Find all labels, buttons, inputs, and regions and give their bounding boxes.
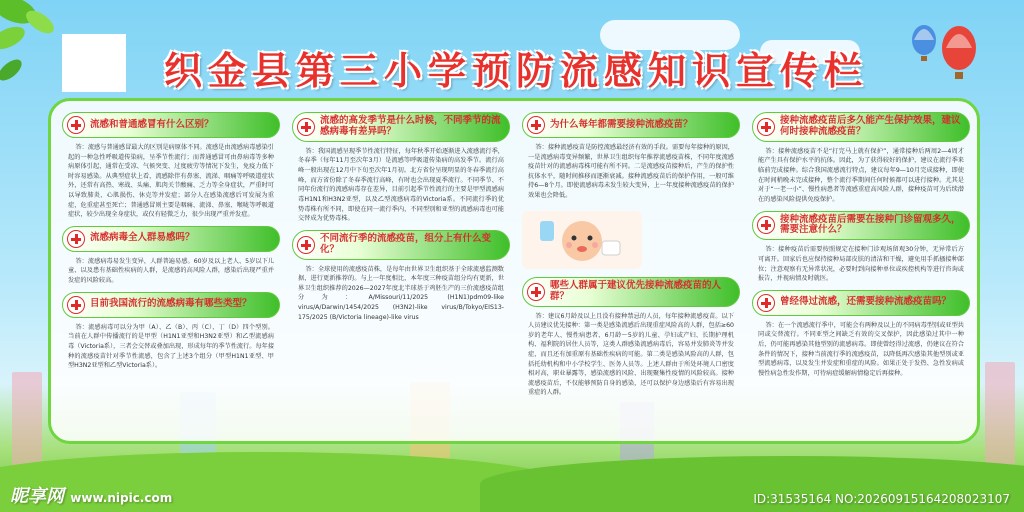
heading-text: 曾经得过流感，还需要接种流感疫苗吗？	[780, 296, 952, 308]
red-cross-icon	[67, 230, 85, 248]
column-3	[522, 112, 740, 442]
qa-section	[522, 112, 740, 201]
watermark-id: ID:31535164 NO:20260915164208023107	[753, 492, 1010, 506]
column-2	[292, 112, 510, 442]
heading-text: 哪些人群属于建议优先接种流感疫苗的人群？	[550, 279, 722, 302]
answer-text: 答：建议6月龄及以上且没有接种禁忌的人员，每年接种流感疫苗。以下人员建议优先接种：第一类是感染流感后出现重症风险高的人群，包括≥60岁的老年人、慢性病患者、6月龄～5岁的儿童、孕妇或产妇、长期护理机构、福利院的居住人员等，这类人群感染流感病毒后，容易并发肺炎等并发症，而且还有加重原有基础性疾病的可能。第二类是感染风险高的人群，包括托幼机构和中小学校学生、医务人员等。上述人群由于所处环境人口密度相对高，职业暴露等，感染流感的风险、出现聚集性疫情的风险较高。接种流感疫苗后，不仅能够预防自身的感染，还可以保护身边感染后有容易出现重症的人群。	[528, 312, 734, 397]
heading-text: 接种流感疫苗后需要在接种门诊留观多久，需要注意什么？	[780, 213, 961, 236]
section-heading	[62, 292, 280, 318]
heading-text: 流感的高发季节是什么时候，不同季节的流感病毒有差异吗？	[320, 115, 501, 137]
qa-section	[62, 226, 280, 286]
section-heading	[292, 112, 510, 142]
qa-section	[752, 112, 970, 205]
qa-section	[522, 277, 740, 398]
qa-section	[62, 292, 280, 371]
red-cross-icon	[67, 116, 85, 134]
answer-text: 答：接种流感疫苗是防控流感最经济有效的手段。需要每年接种的原因，一是流感病毒变异频繁，世界卫生组织每年推荐流感疫苗株，不同年度流感疫苗针对的流感病毒株可能有所不同。二是流感疫苗接种后，产生的保护性抗体水平，随时间推移而逐渐衰减。接种流感疫苗后的保护作用，一般可维持6—8个月。即使流感病毒未发生较大变异，上一年度接种流感疫苗的保护效果也会降低。	[528, 144, 734, 200]
answer-text: 答：流感病毒易发生变异，人群普遍易感。60岁及以上老人、5岁以下儿童、以及患有基础性疾病的人群，是流感的高风险人群，感染后出现严重并发症的风险较高。	[68, 257, 274, 285]
leaves-decoration	[0, 0, 80, 95]
section-heading	[752, 211, 970, 241]
hot-air-balloon-icon	[904, 20, 984, 90]
sick-baby-illustration	[522, 211, 642, 269]
section-heading	[62, 112, 280, 138]
section-heading	[62, 226, 280, 252]
column-1	[62, 112, 280, 442]
red-cross-icon	[757, 118, 775, 136]
red-cross-icon	[297, 236, 315, 254]
qa-section	[752, 211, 970, 284]
section-heading	[522, 277, 740, 307]
red-cross-icon	[527, 116, 545, 134]
red-cross-icon	[757, 216, 775, 234]
red-cross-icon	[527, 283, 545, 301]
answer-text: 答：接种流感疫苗不是“打完马上就有保护”，通常接种后两周2—4周才能产生具有保护水平的抗体。因此，为了获得较好的保护，建议在流行季来临前完成接种。综合我国流感流行特点，建议每年9—10月完成接种，即使在时间稍晚未完成接种，整个流行季期间任何时候都可以进行接种。尤其是对于“一老一小”、慢性病患者等流感重症高风险人群，接种疫苗可为后续潜在的感染风险提供免疫保护。	[758, 147, 964, 203]
qa-section	[292, 230, 510, 323]
red-cross-icon	[297, 118, 315, 136]
answer-text: 答：流感病毒可以分为甲（A）、乙（B）、丙（C）、丁（D）四个型别。当前在人群中传播流行的是甲型（H1N1亚型和H3N2亚型）和乙型流感病毒（Victoria系），三者会交替或叠加出现，形成每年的季节性流行。每年接种的流感疫苗针对季节性流感，包含了上述3个组分（甲型H1N1亚型、甲型H3N2亚型和乙型Victoria系）。	[68, 323, 275, 370]
heading-text: 不同流行季的流感疫苗，组分上有什么变化？	[320, 232, 492, 255]
heading-text: 流感病毒全人群易感吗？	[90, 232, 195, 244]
qa-section	[752, 290, 970, 379]
answer-text: 答：我国流感呈现季节性流行特征，每年秋季开始逐渐进入流感流行季，冬春季（每年11月至次年3月）是流感等呼吸道传染病的高发季节。流行高峰一般出现在12月中下旬至次年1月初。北方省份呈现明显的冬春季流行高峰，而方省份除了冬春季流行高峰，有时也会出现夏季流行。不同季节、不同年份流行的流感病毒存在差异，目前引起季节性流行的主要是甲型流感病毒H1N1和H3N2亚型，以及乙型流感病毒的Victoria系。不同流行季的优势毒株有所不同，即使在同一流行季内，不同型别和亚型的流感病毒也可能交替成为优势毒株。	[298, 147, 504, 223]
qa-section	[292, 112, 510, 224]
section-heading	[752, 290, 970, 316]
answer-text: 答：全球使用的流感疫苗株，是每年由世界卫生组织基于全球流感监测数据，进行更新推荐的。与上一年度相比，本年度三种疫苗组分均有更新，世界卫生组织推荐的2026—2027年度北半球基于鸡胚生产的三价流感疫苗组分为：A/Missouri/11/2025 (H1N1)pdm09-like virus/A/Darwin/1454/2025 (H3N2)-like virus/B/Tokyo/EIS13-175/2025 (B/Victoria lineage)-like virus	[298, 265, 504, 321]
heading-text: 接种流感疫苗后多久能产生保护效果，建议何时接种流感疫苗？	[780, 115, 961, 137]
answer-text: 答：流感与普通感冒最大的区别是病原体不同。流感是由流感病毒感染引起的一种急性呼吸道传染病，呈季节性流行；而普通感冒可由鼻病毒等多种病原体引起，通常在受凉、气候突变、过度疲劳等情况下发生，免疫力低下时容易感染。从典型症状上看，流感除伴有鼻塞、流涕、咽痛等呼吸道症状外，还常有高热、寒战、头痛、肌肉关节酸痛、乏力等全身症状，严重时可以导致肺炎、心肌损伤、休克等并发症；部分人在感染流感后可发展为重症，危重症甚至死亡；普通感冒则主要是咽痛、流涕、鼻塞、喉咙等呼吸道症状，较少出现全身症状，或仅有轻微乏力，很少出现严重并发症。	[68, 144, 274, 219]
heading-text: 流感和普通感冒有什么区别？	[90, 118, 214, 130]
heading-text: 目前我国流行的流感病毒有哪些类型？	[90, 298, 252, 310]
heading-text: 为什么每年都需要接种流感疫苗？	[550, 118, 693, 130]
answer-text: 答：接种疫苗后需要按照规定在接种门诊观场留观30分钟，无异常后方可离开。回家后也应保持接种局部皮肤的清洁和干燥，避免用手抓搔接种部位；注意观察有无异常状况，必要时到向接种单位或疾控机构等进行咨询或报告，并视病情及时就医。	[758, 246, 964, 283]
section-heading	[522, 112, 740, 138]
qa-section	[62, 112, 280, 220]
red-cross-icon	[67, 296, 85, 314]
section-heading	[292, 230, 510, 260]
answer-text: 答：在一个流感流行季中，可能会有两种及以上的不同病毒型别或亚型共同或交替流行。不同亚型之间缺乏有效的交叉保护，因此感染过其中一种后，仍可能再感染其他型别的流感病毒。即使曾经得过流感，仍建议在符合条件的情况下，接种当前流行季的流感疫苗，以降低再次感染其他型别或亚型流感病毒，以及发生并发症和重症的风险。如果正处于发热、急性发病或慢性病急性发作期，可待病症缓解病情稳定后再接种。	[758, 321, 964, 377]
watermark-logo-text: 昵享网 www.nipic.com	[10, 486, 173, 507]
section-heading	[752, 112, 970, 142]
red-cross-icon	[757, 294, 775, 312]
column-4	[752, 112, 970, 442]
page-title: 织金县第三小学预防流感知识宣传栏	[163, 49, 868, 93]
